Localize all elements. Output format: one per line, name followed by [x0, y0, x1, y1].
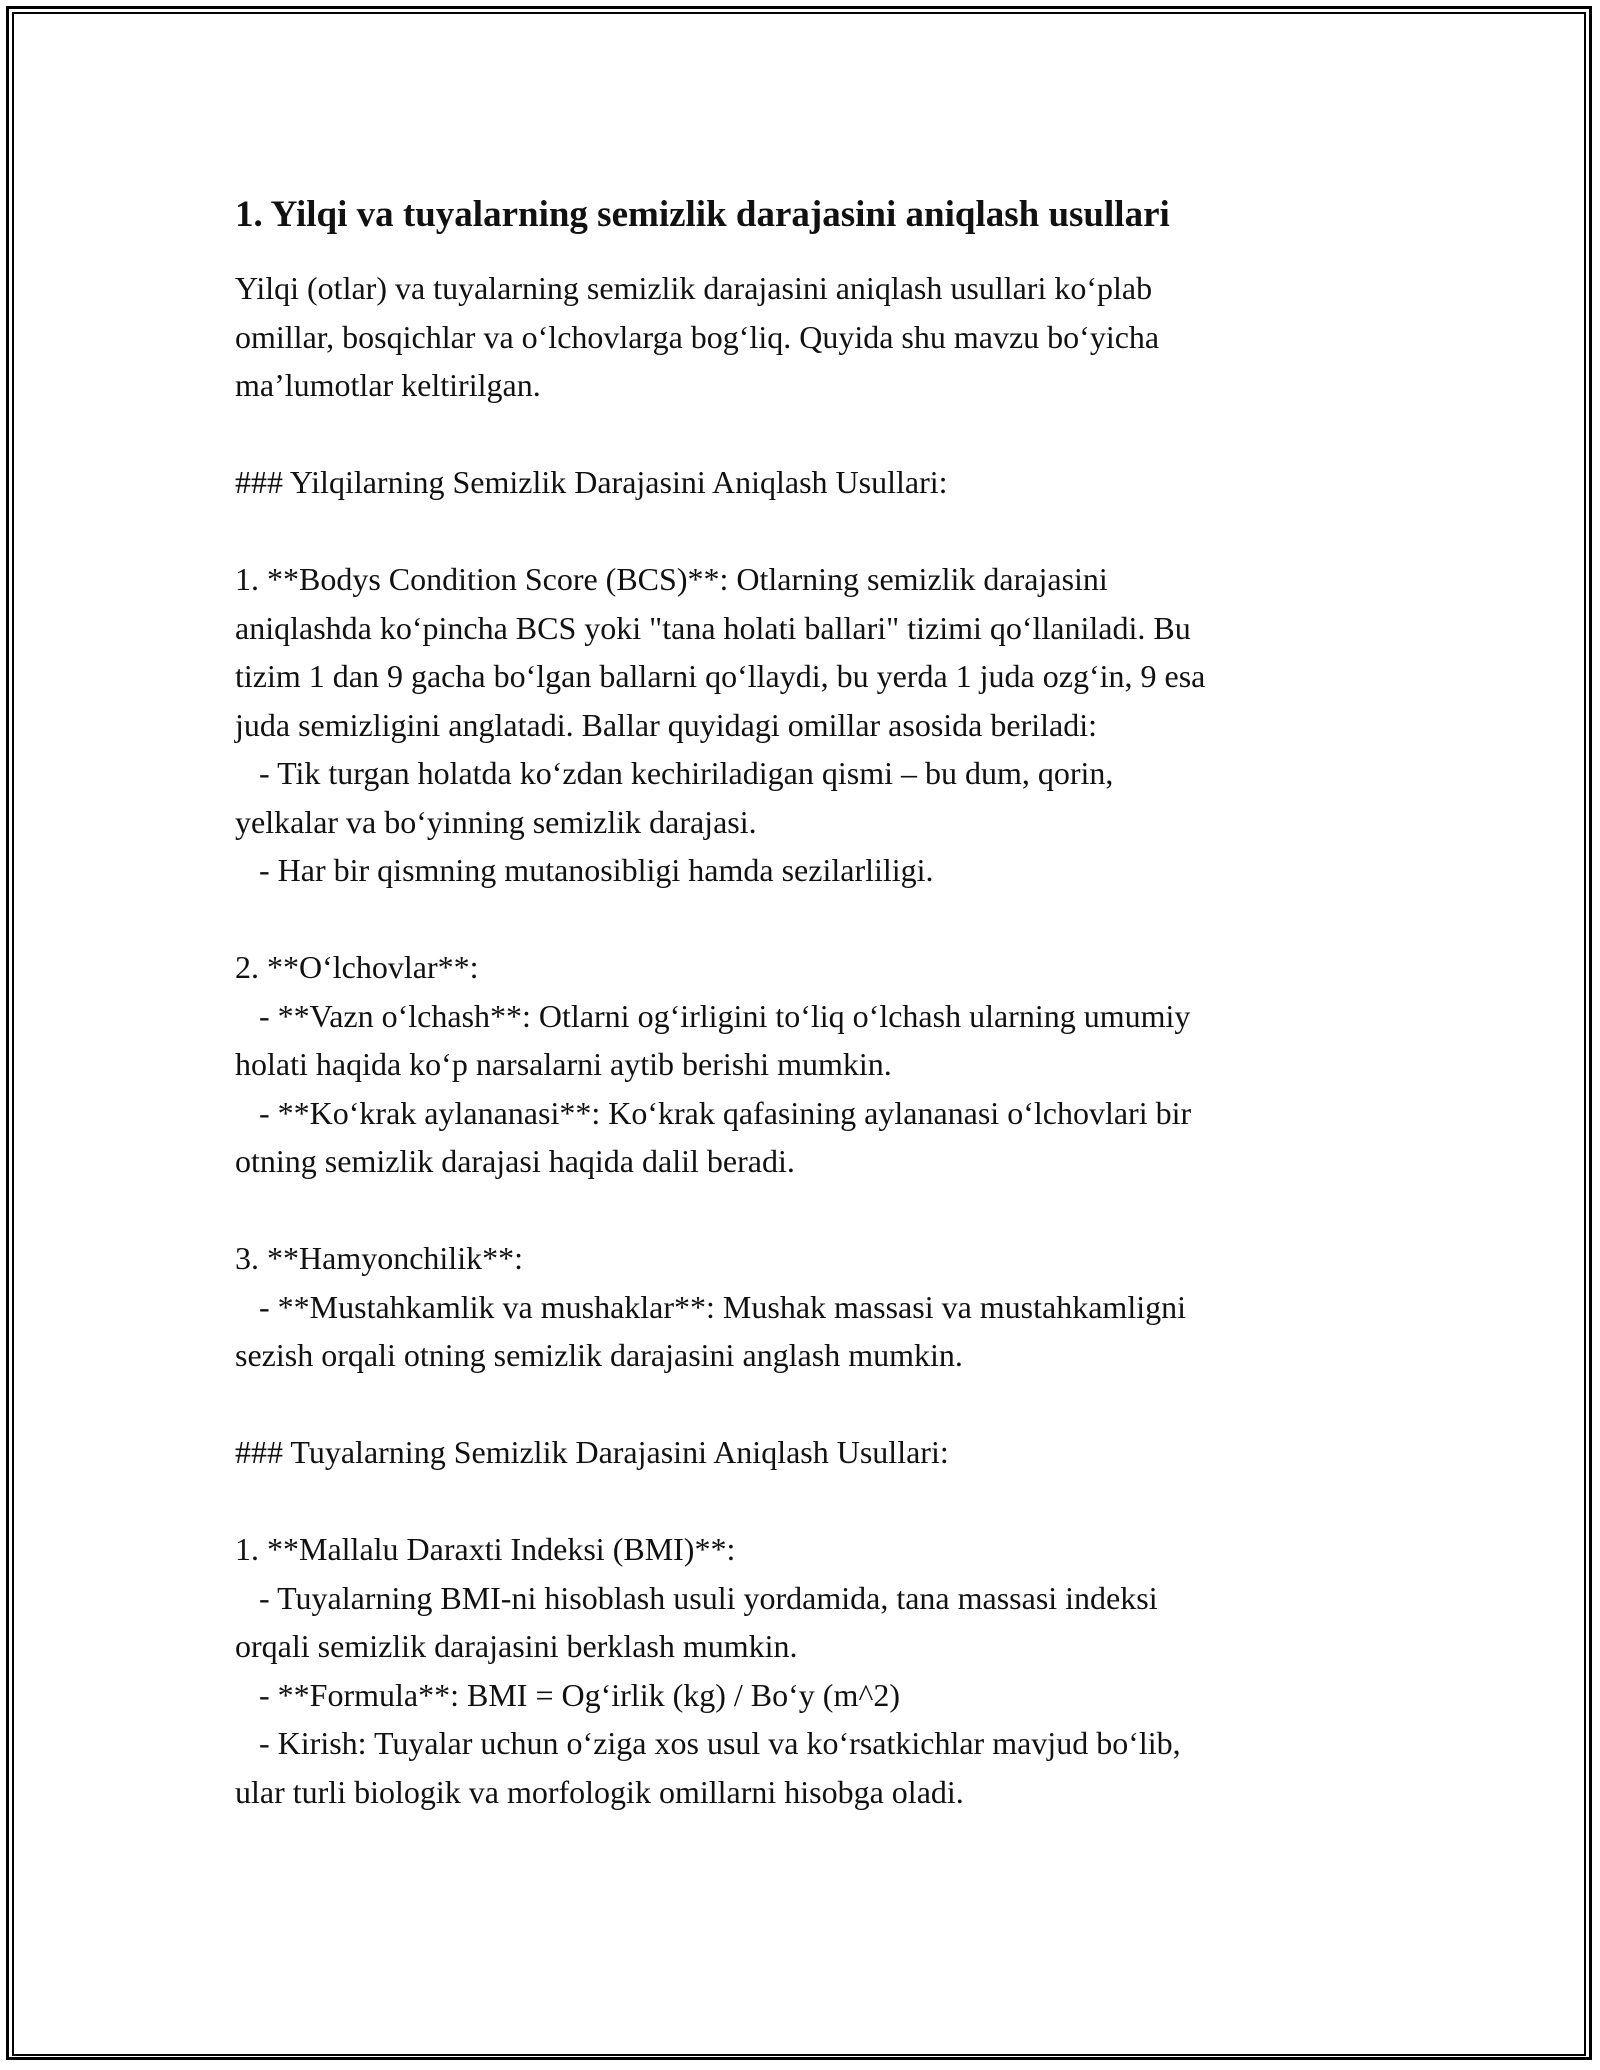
text-line: omillar, bosqichlar va o‘lchovlarga bog‘liq. Quyida shu mavzu bo‘yicha — [235, 318, 1160, 355]
blank-line — [235, 1477, 1355, 1526]
text-line: 1. **Bodys Condition Score (BCS)**: Otlarning semizlik darajasini — [235, 561, 1108, 597]
text-line: ma’lumotlar keltirilgan. — [235, 367, 541, 403]
text-line: - Tik turgan holatda ko‘zdan kechiriladigan qismi – bu dum, qorin, — [235, 755, 1114, 791]
document-title: 1. Yilqi va tuyalarning semizlik darajasini aniqlash usullari — [235, 194, 1170, 235]
text-line: - Tuyalarning BMI-ni hisoblash usuli yordamida, tana massasi indeksi — [235, 1579, 1158, 1616]
text-line: juda semizligini anglatadi. Ballar quyidagi omillar asosida beriladi: — [235, 706, 1097, 743]
text-line: - **Ko‘krak aylananasi**: Ko‘krak qafasining aylananasi o‘lchovlari bir — [235, 1094, 1192, 1131]
document-body — [235, 188, 1355, 1816]
text-line: ### Yilqilarning Semizlik Darajasini Aniqlash Usullari: — [235, 464, 948, 500]
text-line: aniqlashda ko‘pincha BCS yoki "tana holati ballari" tizimi qo‘llaniladi. Bu — [235, 609, 1191, 646]
text-line: tizim 1 dan 9 gacha bo‘lgan ballarni qo‘llaydi, bu yerda 1 juda ozg‘in, 9 esa — [235, 658, 1206, 694]
blank-line — [235, 410, 1355, 459]
text-line: holati haqida ko‘p narsalarni aytib berishi mumkin. — [235, 1046, 892, 1082]
text-line: ular turli biologik va morfologik omillarni hisobga oladi. — [235, 1773, 964, 1810]
blank-line — [235, 507, 1355, 556]
text-line: yelkalar va bo‘yinning semizlik darajasi. — [235, 803, 757, 840]
blank-line — [235, 1380, 1355, 1429]
text-line: - **Vazn o‘lchash**: Otlarni og‘irligini to‘liq o‘lchash ularning umumiy — [235, 997, 1191, 1034]
blank-line — [235, 1186, 1355, 1235]
text-line: 1. **Mallalu Daraxti Indeksi (BMI)**: — [235, 1531, 736, 1567]
text-line: ### Tuyalarning Semizlik Darajasini Aniqlash Usullari: — [235, 1434, 949, 1470]
text-line: 2. **O‘lchovlar**: — [235, 949, 479, 985]
text-line: - Har bir qismning mutanosibligi hamda sezilarliligi. — [235, 852, 934, 888]
document-text — [235, 264, 1355, 1816]
text-line: sezish orqali otning semizlik darajasini anglash mumkin. — [235, 1337, 963, 1373]
text-line: - **Formula**: BMI = Og‘irlik (kg) / Bo‘y (m^2) — [235, 1676, 900, 1713]
blank-line — [235, 895, 1355, 944]
text-line: - **Mustahkamlik va mushaklar**: Mushak massasi va mustahkamligni — [235, 1288, 1186, 1325]
text-line: Yilqi (otlar) va tuyalarning semizlik darajasini aniqlash usullari ko‘plab — [235, 270, 1153, 306]
text-line: 3. **Hamyonchilik**: — [235, 1240, 523, 1276]
text-line: orqali semizlik darajasini berklash mumkin. — [235, 1628, 798, 1664]
text-line: - Kirish: Tuyalar uchun o‘ziga xos usul va ko‘rsatkichlar mavjud bo‘lib, — [235, 1725, 1181, 1761]
text-line: otning semizlik darajasi haqida dalil beradi. — [235, 1143, 795, 1179]
